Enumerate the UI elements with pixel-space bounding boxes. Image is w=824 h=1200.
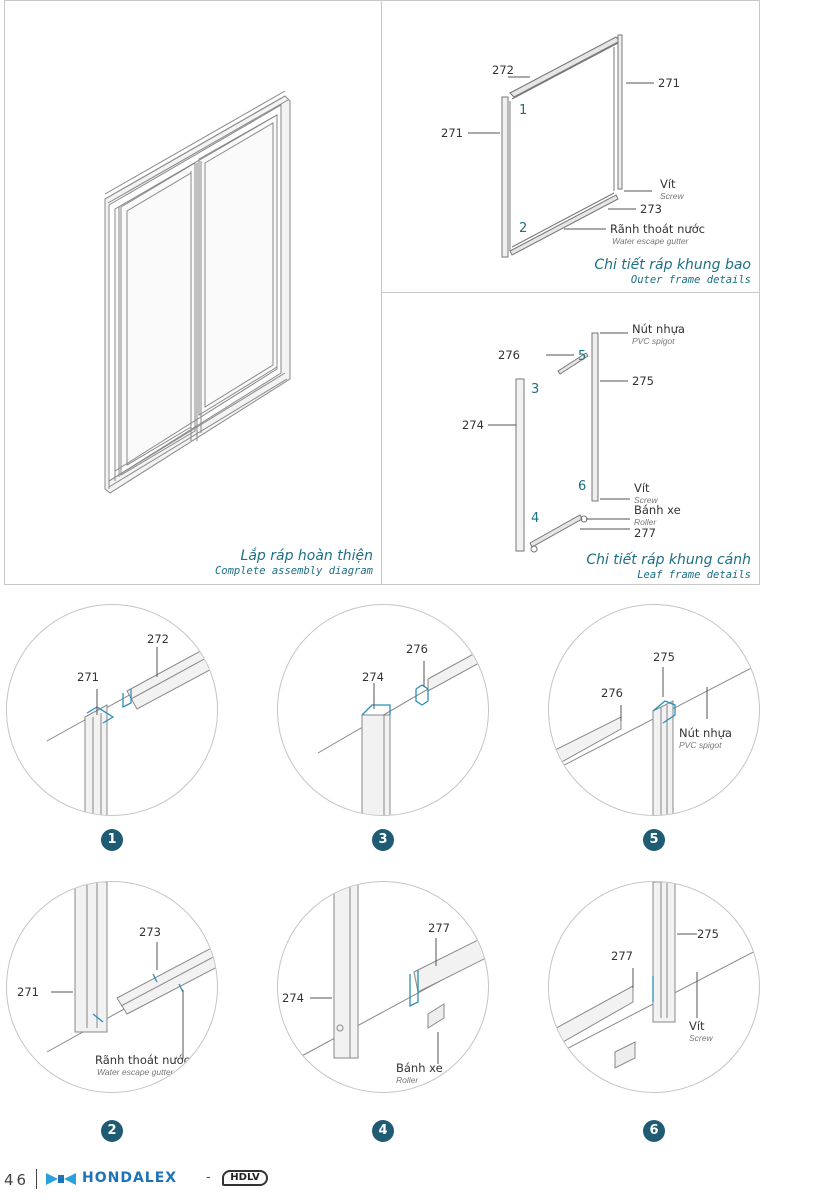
detail-3-label-b: 274 — [362, 670, 384, 684]
detail-4-label-c-en: Roller — [396, 1075, 419, 1085]
brand-name: HONDALEX — [82, 1170, 178, 1186]
outer-caption-vi: Chi tiết ráp khung bao — [594, 257, 751, 273]
label-275: 275 — [632, 374, 654, 388]
step-6-badge: 6 — [643, 1120, 665, 1142]
outer-caption-en: Outer frame details — [630, 274, 751, 286]
outer-frame-exploded-drawing — [382, 1, 761, 294]
detail-4-label-c-vi: Bánh xe — [396, 1061, 443, 1075]
label-screw-vi: Vít — [634, 481, 650, 495]
complete-caption-en: Complete assembly diagram — [214, 565, 373, 577]
detail-4-drawing — [278, 882, 489, 1093]
detail-step-2 — [6, 881, 218, 1093]
detail-6-label-c-vi: Vít — [689, 1019, 705, 1033]
complete-assembly-panel — [4, 0, 382, 585]
detail-2-label-a: 273 — [139, 925, 161, 939]
label-271-right: 271 — [658, 76, 680, 90]
label-272: 272 — [492, 63, 514, 77]
step-3-badge: 3 — [372, 829, 394, 851]
detail-2-label-c-en: Water escape gutter — [97, 1067, 174, 1077]
label-277: 277 — [634, 526, 656, 540]
leaf-frame-exploded-drawing — [382, 293, 761, 586]
label-roller-en: Roller — [634, 517, 657, 527]
label-gutter-en: Water escape gutter — [612, 236, 689, 246]
label-spigot-en: PVC spigot — [632, 336, 675, 346]
detail-5-label-b: 276 — [601, 686, 623, 700]
hondalex-logo-icon — [44, 1169, 78, 1189]
detail-3-label-a: 276 — [406, 642, 428, 656]
detail-5-label-c-en: PVC spigot — [679, 740, 722, 750]
sliding-door-assembly-drawing — [5, 1, 383, 586]
detail-1-label-b: 271 — [77, 670, 99, 684]
detail-6-label-c-en: Screw — [689, 1033, 713, 1043]
page-number: 46 — [4, 1171, 30, 1189]
step-4-badge: 4 — [372, 1120, 394, 1142]
page-footer — [4, 1167, 404, 1195]
detail-5-label-c-vi: Nút nhựa — [679, 726, 732, 740]
detail-5-drawing — [549, 605, 760, 816]
step-1-marker: 1 — [519, 103, 528, 118]
step-5-marker: 5 — [578, 349, 587, 364]
detail-1-drawing — [7, 605, 218, 816]
label-274: 274 — [462, 418, 484, 432]
step-2-marker: 2 — [519, 221, 528, 236]
step-6-marker: 6 — [578, 479, 587, 494]
complete-caption-vi: Lắp ráp hoàn thiện — [240, 548, 373, 564]
label-273: 273 — [640, 202, 662, 216]
detail-3-drawing — [278, 605, 489, 816]
detail-1-label-a: 272 — [147, 632, 169, 646]
detail-step-4 — [277, 881, 489, 1093]
step-1-badge: 1 — [101, 829, 123, 851]
leaf-frame-panel — [381, 292, 760, 585]
detail-step-3 — [277, 604, 489, 816]
label-271-left: 271 — [441, 126, 463, 140]
step-4-marker: 4 — [531, 511, 540, 526]
detail-6-drawing — [549, 882, 760, 1093]
step-2-badge: 2 — [101, 1120, 123, 1142]
outer-frame-panel — [381, 0, 760, 293]
label-276: 276 — [498, 348, 520, 362]
label-screw-en: Screw — [634, 495, 658, 505]
label-gutter-vi: Rãnh thoát nước — [610, 222, 705, 236]
detail-2-label-b: 271 — [17, 985, 39, 999]
detail-4-label-a: 277 — [428, 921, 450, 935]
footer-dash: - — [206, 1170, 211, 1185]
detail-2-label-c-vi: Rãnh thoát nước — [95, 1053, 190, 1067]
footer-divider — [36, 1169, 37, 1189]
detail-4-label-b: 274 — [282, 991, 304, 1005]
detail-step-6 — [548, 881, 760, 1093]
label-screw-vi: Vít — [660, 177, 676, 191]
detail-6-label-a: 275 — [697, 927, 719, 941]
label-screw-en: Screw — [660, 191, 684, 201]
label-spigot-vi: Nút nhựa — [632, 322, 685, 336]
label-roller-vi: Bánh xe — [634, 503, 681, 517]
detail-step-1 — [6, 604, 218, 816]
detail-step-5 — [548, 604, 760, 816]
step-3-marker: 3 — [531, 382, 540, 397]
hdlv-logo: HDLV — [222, 1170, 268, 1186]
detail-5-label-a: 275 — [653, 650, 675, 664]
leaf-caption-en: Leaf frame details — [637, 569, 751, 581]
leaf-caption-vi: Chi tiết ráp khung cánh — [586, 552, 751, 568]
step-5-badge: 5 — [643, 829, 665, 851]
detail-6-label-b: 277 — [611, 949, 633, 963]
